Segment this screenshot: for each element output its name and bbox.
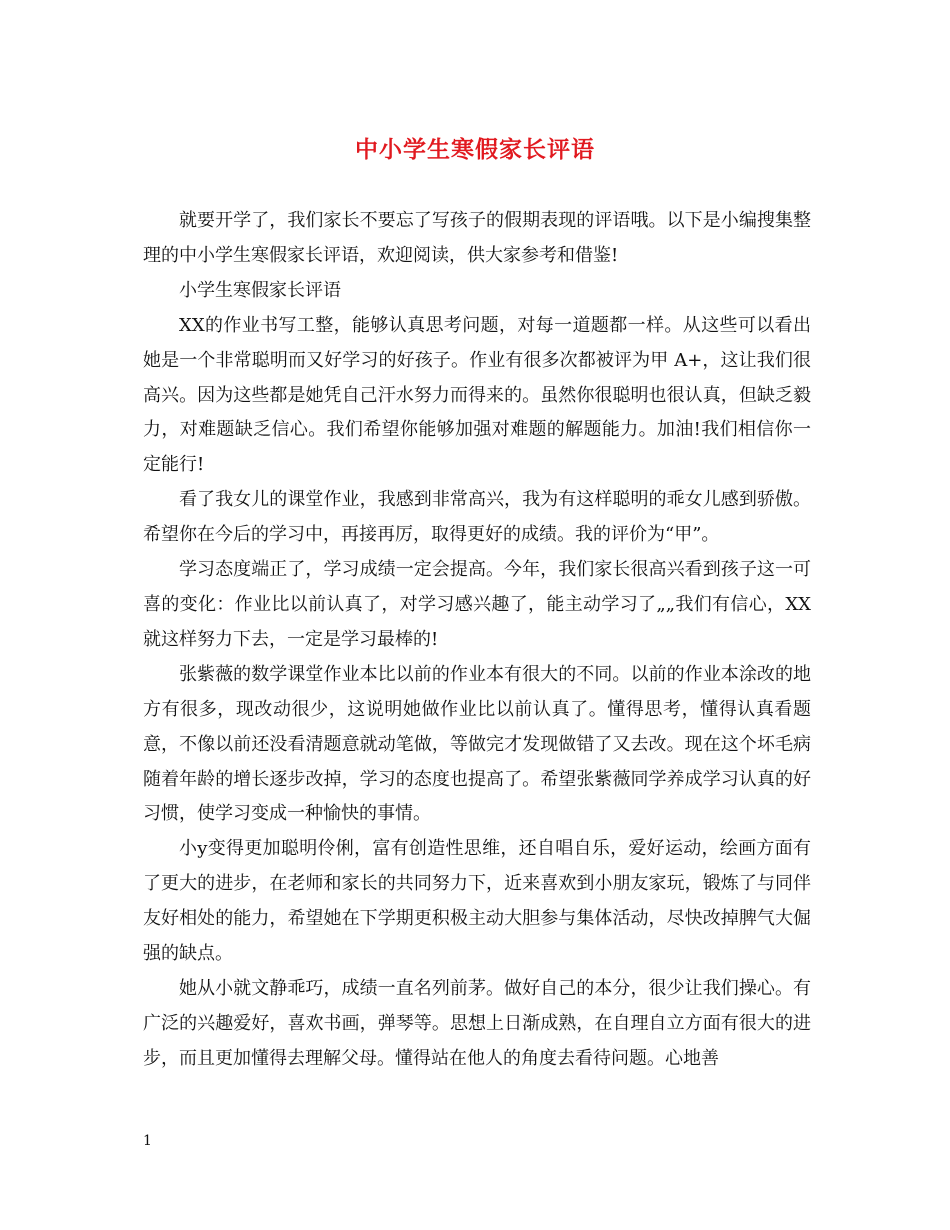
paragraph-comment-2: 看了我女儿的课堂作业，我感到非常高兴，我为有这样聪明的乖女儿感到骄傲。希望你在今后的学习中，再接再厉，取得更好的成绩。我的评价为“甲”。 — [143, 489, 811, 546]
paragraph-comment-4: 张紫薇的数学课堂作业本比以前的作业本有很大的不同。以前的作业本涂改的地方有很多，现改动很少，这说明她做作业比以前认真了。懂得思考，懂得认真看题意，不像以前还没看清题意就动笔做，等做完才发现做错了又去改。现在这个坏毛病随着年龄的增长逐步改掉，学习的态度也提高了。希望张紫薇同学养成学习认真的好习惯，使学习变成一种愉快的事情。 — [143, 663, 811, 825]
document-body — [143, 204, 811, 1077]
paragraph-comment-5: 小y变得更加聪明伶俐，富有创造性思维，还自唱自乐，爱好运动，绘画方面有了更大的进步，在老师和家长的共同努力下，近来喜欢到小朋友家玩，锻炼了与同伴友好相处的能力，希望她在下学期更积极主动大胆参与集体活动，尽快改掉脾气大倔强的缺点。 — [143, 838, 811, 965]
section-heading: 小学生寒假家长评语 — [179, 279, 341, 301]
paragraph-comment-1: XX的作业书写工整，能够认真思考问题，对每一道题都一样。从这些可以看出她是一个非常聪明而又好学习的好孩子。作业有很多次都被评为甲 A+，这让我们很高兴。因为这些都是她凭自己汗水努力而得来的。虽然你很聪明也很认真，但缺乏毅力，对难题缺乏信心。我们希望你能够加强对难题的解题能力。加油!我们相信你一定能行! — [143, 314, 811, 476]
document-title: 中小学生寒假家长评语 — [355, 136, 595, 163]
page-number: 1 — [143, 1133, 152, 1149]
paragraph-intro: 就要开学了，我们家长不要忘了写孩子的假期表现的评语哦。以下是小编搜集整理的中小学生寒假家长评语，欢迎阅读，供大家参考和借鉴! — [143, 210, 811, 266]
paragraph-comment-6: 她从小就文静乖巧，成绩一直名列前茅。做好自己的本分，很少让我们操心。有广泛的兴趣爱好，喜欢书画，弹琴等。思想上日渐成熟，在自理自立方面有很大的进步，而且更加懂得去理解父母。懂得站在他人的角度去看待问题。心地善 — [143, 977, 811, 1069]
paragraph-comment-3: 学习态度端正了，学习成绩一定会提高。今年，我们家长很高兴看到孩子这一可喜的变化：作业比以前认真了，对学习感兴趣了，能主动学习了„„我们有信心，XX就这样努力下去，一定是学习最棒的! — [143, 559, 811, 650]
